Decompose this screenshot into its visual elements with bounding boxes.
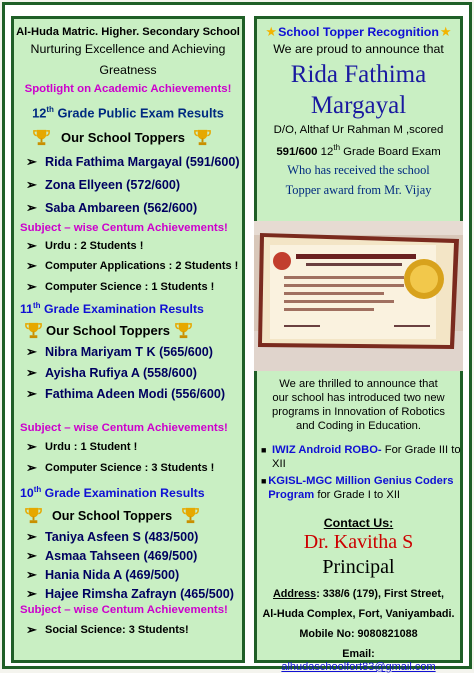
award-text: Who has received the school Topper award from Mr. Vijay: [285, 162, 432, 197]
arrow-bullet-icon: ➢: [26, 586, 37, 602]
list-item: ➢ Hajee Rimsha Zafrayn (465/500): [26, 586, 234, 602]
announce-text: We are proud to announce that: [273, 42, 444, 56]
arrow-bullet-icon: ➢: [26, 237, 37, 253]
programs-intro: We are thrilled to announce that our school has introduced two new programs in Innovation of Robotics and Coding in Education.: [272, 378, 445, 432]
grade12-toppers-label: Our School Toppers: [32, 126, 242, 148]
arrow-bullet-icon: ➢: [26, 622, 37, 638]
arrow-bullet-icon: ➢: [26, 153, 37, 169]
star-icon: ★: [265, 24, 278, 39]
arrow-bullet-icon: ➢: [26, 529, 37, 545]
grade11-toppers-label: Our School Toppers: [24, 320, 242, 342]
list-item: ➢ Asmaa Tahseen (469/500): [26, 548, 198, 564]
list-item: ➢ Saba Ambareen (562/600): [26, 199, 198, 215]
grade12-centum-heading: Subject – wise Centum Achievements!: [20, 222, 228, 235]
right-column: [254, 16, 463, 673]
grade12-toppers-list: [14, 150, 242, 219]
programs-list: [261, 443, 461, 502]
arrow-bullet-icon: ➢: [26, 344, 37, 360]
email-link[interactable]: alhudaschoolfort83@gmail.com: [281, 661, 436, 673]
arrow-bullet-icon: ➢: [26, 459, 37, 475]
arrow-bullet-icon: ➢: [26, 176, 37, 192]
grade11-centum-heading: Subject – wise Centum Achievements!: [20, 421, 228, 434]
grade11-heading: 11th Grade Examination Results: [20, 300, 204, 316]
list-item: ➢ Hania Nida A (469/500): [26, 567, 180, 583]
grade10-toppers-list: [14, 528, 242, 604]
left-column: [11, 16, 245, 663]
contact-heading: Contact Us:: [323, 516, 394, 530]
spotlight-heading: Spotlight on Academic Achievements!: [24, 83, 232, 95]
arrow-bullet-icon: ➢: [26, 278, 37, 294]
grade12-centum-list: [14, 235, 242, 297]
principal-name: Dr. Kavitha S: [303, 531, 414, 553]
arrow-bullet-icon: ➢: [26, 386, 37, 402]
trophy-icon: [24, 321, 43, 340]
parent-line: D/O, Althaf Ur Rahman M ,scored: [273, 124, 444, 136]
arrow-bullet-icon: ➢: [26, 439, 37, 455]
list-item: ➢ Zona Ellyeen (572/600): [26, 176, 181, 192]
list-item: ➢ Computer Applications : 2 Students !: [26, 258, 239, 274]
email-label: Email:: [342, 648, 375, 660]
trophy-icon: [181, 506, 200, 525]
trophy-icon: [193, 128, 212, 147]
school-name: Al-Huda Matric. Higher. Secondary School: [16, 26, 240, 38]
list-item: ➢ Rida Fathima Margayal (591/600): [26, 153, 240, 169]
grade11-centum-list: [14, 437, 242, 478]
list-item: ■ KGISL-MGC Million Genius Coders Program for Grade I to XII: [261, 475, 454, 501]
certificate-photo: [254, 221, 463, 371]
score-line: 591/600 12th Grade Board Exam: [276, 143, 441, 158]
list-item: ➢ Computer Science : 3 Students !: [26, 459, 215, 475]
list-item: ➢ Ayisha Rufiya A (558/600): [26, 365, 197, 381]
arrow-bullet-icon: ➢: [26, 365, 37, 381]
grade10-toppers-label: Our School Toppers: [24, 505, 242, 527]
topper-name: Rida Fathima Margayal: [290, 61, 427, 119]
mobile-number: Mobile No: 9080821088: [299, 628, 418, 640]
principal-title: Principal: [322, 556, 395, 578]
list-item: ➢ Urdu : 2 Students !: [26, 237, 144, 253]
trophy-icon: [174, 321, 193, 340]
address-block: Address: 338/6 (179), First Street, Al-Huda Complex, Fort, Vaniyambadi. Mobile No: 9080821088 Email:: [257, 584, 460, 664]
arrow-bullet-icon: ➢: [26, 567, 37, 583]
grade10-heading: 10th Grade Examination Results: [20, 484, 205, 500]
list-item: ➢ Taniya Asfeen S (483/500): [26, 529, 199, 545]
bullet-icon: ■: [261, 476, 267, 486]
list-item: ➢ Social Science: 3 Students!: [26, 622, 189, 638]
grade10-centum-heading: Subject – wise Centum Achievements!: [20, 603, 228, 616]
list-item: ➢ Nibra Mariyam T K (565/600): [26, 344, 213, 360]
recognition-title: ★ School Topper Recognition ★: [265, 24, 452, 39]
bullet-icon: ■: [261, 445, 267, 455]
trophy-icon: [24, 506, 43, 525]
list-item: ■ IWIZ Android ROBO- For Grade III to XII: [261, 444, 461, 470]
list-item: ➢ Fathima Adeen Modi (556/600): [26, 386, 226, 402]
star-icon: ★: [439, 24, 452, 39]
grade12-heading: 12th Grade Public Exam Results: [32, 105, 224, 121]
arrow-bullet-icon: ➢: [26, 199, 37, 215]
grade11-toppers-list: [14, 342, 242, 405]
list-item: ➢ Computer Science : 1 Students !: [26, 278, 215, 294]
list-item: ➢ Urdu : 1 Student !: [26, 439, 138, 455]
grade10-centum-list: [14, 620, 242, 641]
trophy-icon: [32, 128, 51, 147]
motto: Nurturing Excellence and Achieving Greatness: [30, 42, 226, 77]
arrow-bullet-icon: ➢: [26, 548, 37, 564]
arrow-bullet-icon: ➢: [26, 258, 37, 274]
